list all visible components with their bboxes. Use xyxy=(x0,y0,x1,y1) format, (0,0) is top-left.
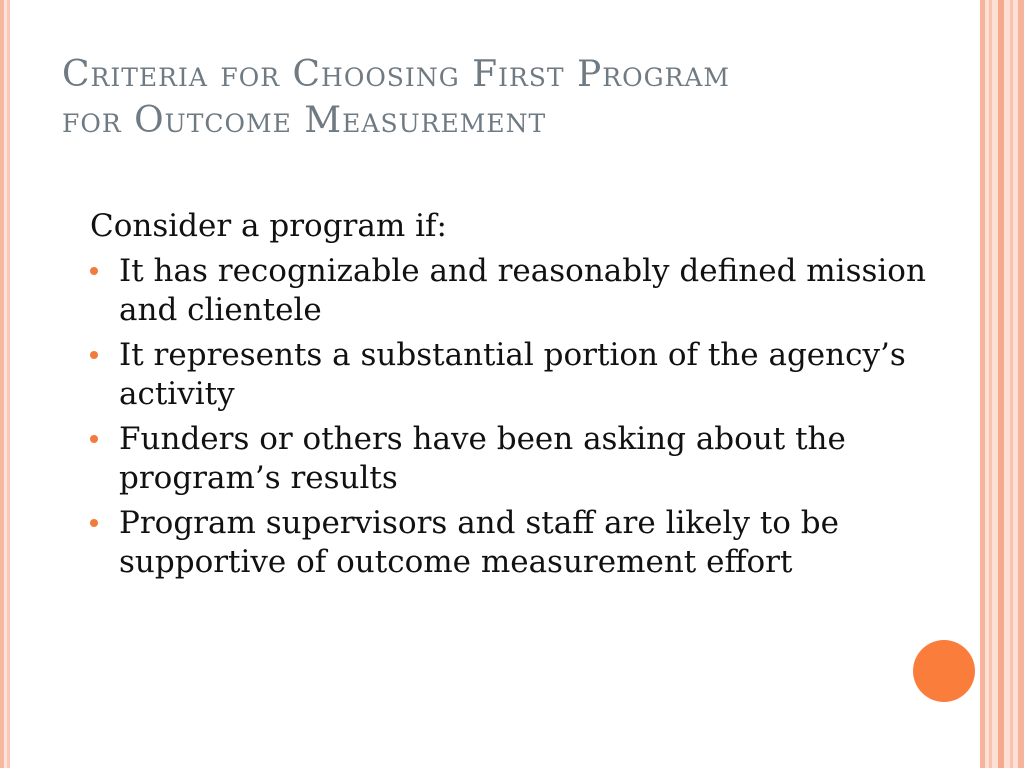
bullet-dot-icon xyxy=(90,519,98,527)
bullet-dot-icon xyxy=(90,351,98,359)
decorative-circle-icon xyxy=(913,640,975,702)
bullet-item xyxy=(90,252,930,330)
bullet-dot-icon xyxy=(90,435,98,443)
bullet-list xyxy=(90,252,930,582)
left-border-stripe xyxy=(7,0,10,768)
right-border-stripe xyxy=(1010,0,1013,768)
slide-title-line-2: for Outcome Measurement xyxy=(62,100,547,141)
bullet-text: Program supervisors and staff are likely to be supportive of outcome measurement effort xyxy=(119,505,839,580)
right-border-stripe xyxy=(1018,0,1024,768)
lead-text: Consider a program if: xyxy=(90,208,447,244)
bullet-text: It has recognizable and reasonably defined mission and clientele xyxy=(119,253,926,328)
right-border-stripe xyxy=(989,0,992,768)
slide-title-line-1: Criteria for Choosing First Program xyxy=(62,54,731,95)
right-border-stripe xyxy=(980,0,985,768)
slide-body xyxy=(90,206,930,588)
bullet-text: It represents a substantial portion of the agency’s activity xyxy=(119,337,906,412)
slide-title xyxy=(62,52,942,144)
bullet-item xyxy=(90,504,930,582)
bullet-item xyxy=(90,420,930,498)
bullet-item xyxy=(90,336,930,414)
right-border-stripe xyxy=(998,0,1004,768)
bullet-text: Funders or others have been asking about the program’s results xyxy=(119,421,846,496)
bullet-dot-icon xyxy=(90,267,98,275)
